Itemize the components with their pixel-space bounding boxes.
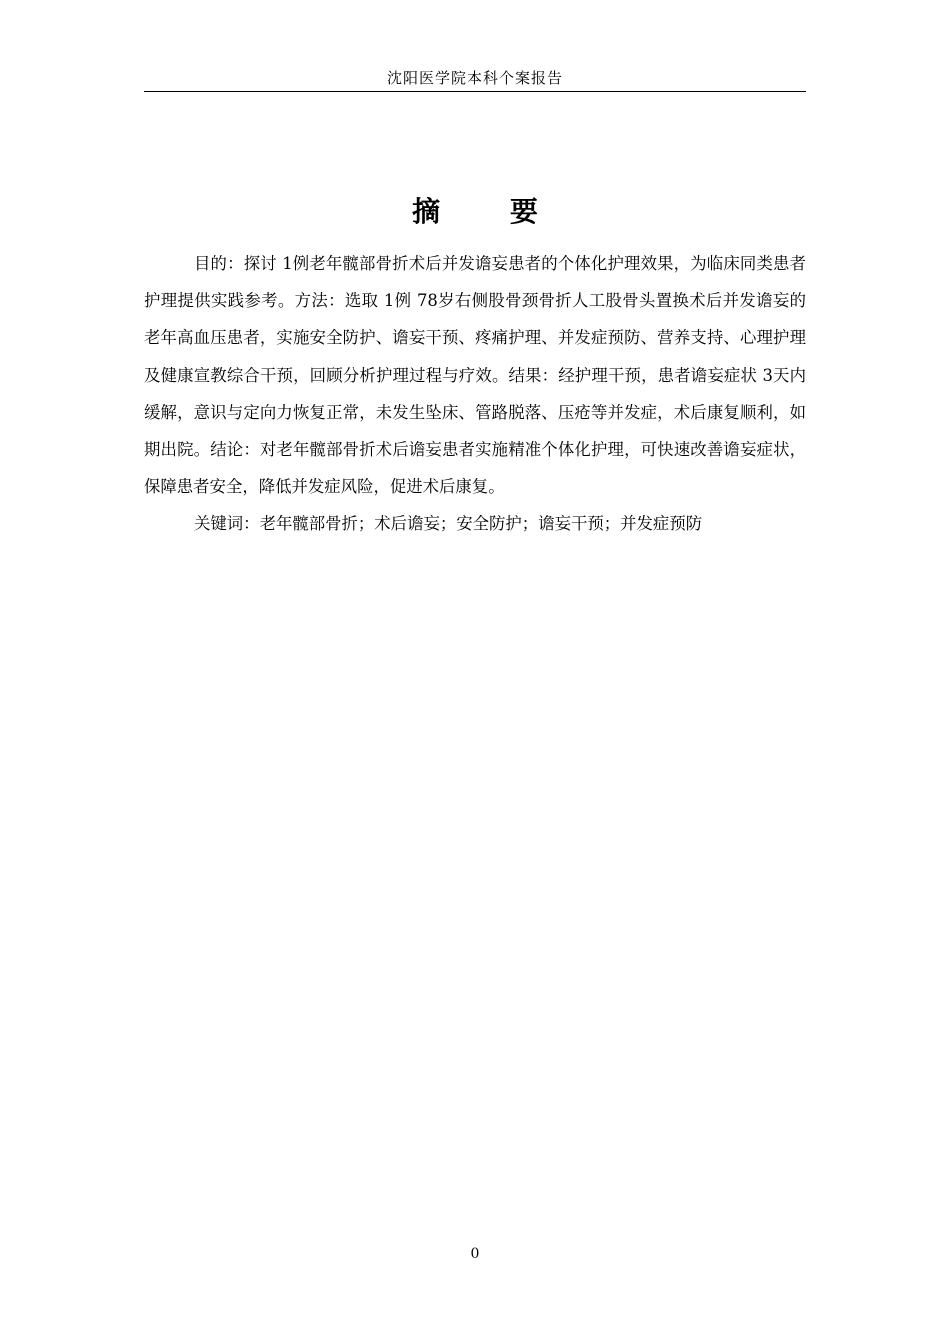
keywords-line <box>144 505 806 542</box>
method-label: 方法： <box>294 291 345 311</box>
abstract-title: 摘 要 <box>412 195 568 228</box>
keywords-text: 老年髋部骨折；术后谵妄；安全防护；谵妄干预；并发症预防 <box>259 514 703 534</box>
conclusion-label: 结论： <box>210 440 260 460</box>
running-header <box>144 68 806 92</box>
keywords-label: 关键词： <box>194 514 260 534</box>
purpose-text: 探讨 1例老年髋部骨折术后并发谵妄患者的个体化护理效果，为临床同类患者护理提供实践参考。 <box>144 254 807 311</box>
page-number: 0 <box>470 1246 480 1262</box>
result-text: 经护理干预，患者谵妄症状 3天内缓解，意识与定向力恢复正常，未发生坠床、管路脱落、压疮等并发症，术后康复顺利，如期出院。 <box>144 365 807 460</box>
abstract-body <box>144 245 806 543</box>
running-header-title: 沈阳医学院本科个案报告 <box>386 69 563 87</box>
conclusion-text: 对老年髋部骨折术后谵妄患者实施精准个体化护理，可快速改善谵妄症状，保障患者安全，降低并发症风险，促进术后康复。 <box>144 440 807 497</box>
result-label: 结果： <box>508 365 559 385</box>
method-text: 选取 1例 78岁右侧股骨颈骨折人工股骨头置换术后并发谵妄的老年高血压患者，实施安全防护、谵妄干预、疼痛护理、并发症预防、营养支持、心理护理及健康宣教综合干预，回顾分析护理过程与疗效。 <box>144 291 807 385</box>
abstract-paragraph <box>144 245 806 505</box>
purpose-label: 目的： <box>194 254 244 273</box>
